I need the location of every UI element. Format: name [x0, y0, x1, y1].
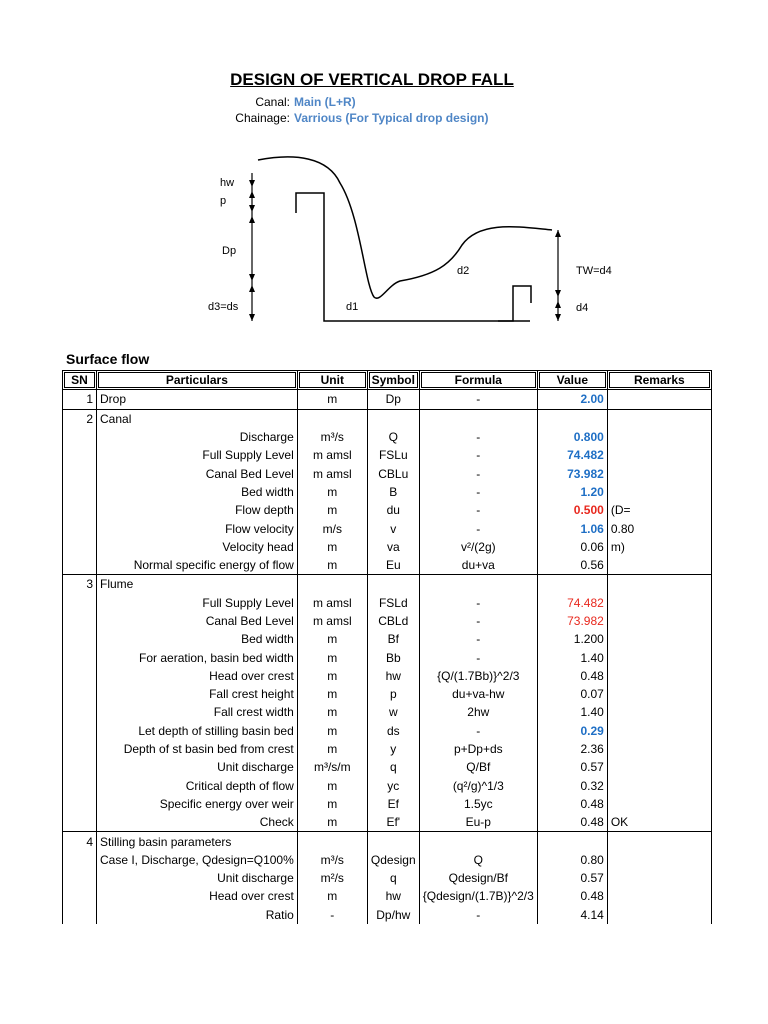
cell-part: Drop — [97, 390, 298, 409]
cell-val: 73.982 — [537, 464, 607, 482]
cell-part: Head over crest — [97, 667, 298, 685]
cell-rem: m) — [607, 538, 711, 556]
label-d3-ds: d3=ds — [208, 301, 239, 313]
cell-unit: m³/s/m — [297, 758, 367, 776]
cell-part: Canal Bed Level — [97, 612, 298, 630]
cell-sn — [63, 483, 97, 501]
cell-sym: Bf — [367, 630, 419, 648]
cell-unit: m²/s — [297, 869, 367, 887]
cell-val: 4.14 — [537, 906, 607, 924]
cell-rem — [607, 446, 711, 464]
table-row — [63, 538, 712, 556]
cell-val: 0.32 — [537, 777, 607, 795]
table-row — [63, 758, 712, 776]
cell-part: Canal Bed Level — [97, 464, 298, 482]
arrow-icon — [555, 314, 561, 321]
table-row — [63, 464, 712, 482]
cell-rem — [607, 630, 711, 648]
surface-flow-table — [62, 370, 712, 924]
cell-sym: va — [367, 538, 419, 556]
drop-fall-diagram — [200, 145, 612, 330]
cell-sym — [367, 409, 419, 428]
cell-part: Bed width — [97, 483, 298, 501]
table-body — [63, 390, 712, 924]
cell-part: Unit discharge — [97, 758, 298, 776]
cell-rem — [607, 758, 711, 776]
cell-unit: m amsl — [297, 594, 367, 612]
cell-form: du+va-hw — [419, 685, 537, 703]
table-row — [63, 813, 712, 832]
cell-part: Discharge — [97, 428, 298, 446]
table-row — [63, 703, 712, 721]
cell-unit: m — [297, 722, 367, 740]
cell-sn — [63, 887, 97, 905]
cell-unit: m — [297, 538, 367, 556]
cell-sn — [63, 703, 97, 721]
label-d4: d4 — [576, 302, 589, 314]
cell-part: Stilling basin parameters — [97, 832, 298, 851]
cell-form: - — [419, 648, 537, 666]
cell-unit: m amsl — [297, 446, 367, 464]
cell-val: 74.482 — [537, 446, 607, 464]
canal-value: Main (L+R) — [294, 95, 356, 109]
cell-form: Eu-p — [419, 813, 537, 832]
cell-part: Full Supply Level — [97, 594, 298, 612]
cell-val: 74.482 — [537, 594, 607, 612]
cell-rem — [607, 887, 711, 905]
chainage-label: Chainage: — [235, 111, 290, 125]
cell-unit: m — [297, 703, 367, 721]
cell-rem — [607, 832, 711, 851]
cell-form: 1.5yc — [419, 795, 537, 813]
cell-sym: hw — [367, 667, 419, 685]
cell-sym — [367, 575, 419, 594]
table-row — [63, 722, 712, 740]
cell-rem — [607, 483, 711, 501]
cell-form: p+Dp+ds — [419, 740, 537, 758]
cell-sym: q — [367, 869, 419, 887]
cell-val: 0.57 — [537, 758, 607, 776]
table-row — [63, 483, 712, 501]
cell-sn: 2 — [63, 409, 97, 428]
cell-rem — [607, 409, 711, 428]
cell-sn — [63, 851, 97, 869]
cell-sym: hw — [367, 887, 419, 905]
cell-sym: Eu — [367, 556, 419, 575]
table-row — [63, 887, 712, 905]
cell-unit: m — [297, 777, 367, 795]
crest-and-basin-outline — [296, 193, 530, 321]
cell-sn — [63, 795, 97, 813]
cell-sym: Dp/hw — [367, 906, 419, 924]
cell-form — [419, 832, 537, 851]
cell-form: Q — [419, 851, 537, 869]
cell-sn — [63, 594, 97, 612]
cell-rem — [607, 906, 711, 924]
cell-part: Bed width — [97, 630, 298, 648]
table-row — [63, 795, 712, 813]
cell-sn — [63, 667, 97, 685]
cell-unit — [297, 575, 367, 594]
cell-form: - — [419, 446, 537, 464]
cell-val: 1.200 — [537, 630, 607, 648]
table-row — [63, 501, 712, 519]
cell-rem: (D= — [607, 501, 711, 519]
cell-val: 0.48 — [537, 887, 607, 905]
table-row — [63, 409, 712, 428]
cell-rem: 0.80 — [607, 519, 711, 537]
cell-rem — [607, 556, 711, 575]
cell-form: Qdesign/Bf — [419, 869, 537, 887]
cell-part: Velocity head — [97, 538, 298, 556]
chainage-line — [0, 111, 290, 127]
cell-form: - — [419, 519, 537, 537]
cell-rem — [607, 722, 711, 740]
label-p: p — [220, 195, 227, 207]
cell-form: (q²/g)^1/3 — [419, 777, 537, 795]
cell-unit: m — [297, 648, 367, 666]
cell-sn — [63, 519, 97, 537]
cell-val: 1.06 — [537, 519, 607, 537]
cell-rem — [607, 648, 711, 666]
cell-form: - — [419, 630, 537, 648]
cell-rem — [607, 575, 711, 594]
cell-val — [537, 409, 607, 428]
label-dp: Dp — [222, 245, 237, 257]
cell-val: 73.982 — [537, 612, 607, 630]
cell-sn: 1 — [63, 390, 97, 409]
cell-form: - — [419, 428, 537, 446]
cell-unit: m — [297, 483, 367, 501]
column-header-remarks: Remarks — [607, 371, 711, 390]
cell-sym: Qdesign — [367, 851, 419, 869]
arrow-icon — [249, 191, 255, 198]
cell-val: 2.36 — [537, 740, 607, 758]
column-header-symbol: Symbol — [367, 371, 419, 390]
cell-rem — [607, 703, 711, 721]
table-row — [63, 390, 712, 409]
cell-form: {Qdesign/(1.7B)}^2/3 — [419, 887, 537, 905]
cell-form: - — [419, 501, 537, 519]
cell-form: - — [419, 483, 537, 501]
cell-unit: m — [297, 685, 367, 703]
cell-part: Canal — [97, 409, 298, 428]
canal-line — [0, 95, 290, 111]
cell-sn — [63, 648, 97, 666]
label-tw: TW=d4 — [576, 265, 612, 277]
cell-sym: yc — [367, 777, 419, 795]
cell-unit: m — [297, 740, 367, 758]
cell-part: Fall crest height — [97, 685, 298, 703]
section-title: Surface flow — [66, 351, 150, 367]
cell-sym: ds — [367, 722, 419, 740]
cell-part: Critical depth of flow — [97, 777, 298, 795]
cell-part: Head over crest — [97, 887, 298, 905]
cell-unit: m amsl — [297, 464, 367, 482]
cell-form: v²/(2g) — [419, 538, 537, 556]
cell-val: 0.29 — [537, 722, 607, 740]
cell-sym: v — [367, 519, 419, 537]
cell-sn — [63, 777, 97, 795]
cell-unit: m — [297, 887, 367, 905]
arrow-icon — [249, 274, 255, 281]
arrow-icon — [249, 216, 255, 223]
cell-unit: m — [297, 813, 367, 832]
cell-rem — [607, 464, 711, 482]
cell-sym: FSLd — [367, 594, 419, 612]
cell-val — [537, 575, 607, 594]
cell-sn — [63, 722, 97, 740]
cell-unit: m³/s — [297, 851, 367, 869]
cell-form: {Q/(1.7Bb)}^2/3 — [419, 667, 537, 685]
cell-rem: OK — [607, 813, 711, 832]
cell-rem — [607, 612, 711, 630]
cell-form: - — [419, 906, 537, 924]
arrow-icon — [249, 205, 255, 212]
cell-sn — [63, 906, 97, 924]
cell-unit: m³/s — [297, 428, 367, 446]
cell-sn — [63, 501, 97, 519]
label-d1: d1 — [346, 301, 359, 313]
cell-sym: CBLu — [367, 464, 419, 482]
table-row — [63, 556, 712, 575]
column-header-value: Value — [537, 371, 607, 390]
cell-rem — [607, 777, 711, 795]
table-row — [63, 906, 712, 924]
cell-sym: y — [367, 740, 419, 758]
cell-part: For aeration, basin bed width — [97, 648, 298, 666]
water-surface-curve — [258, 157, 552, 298]
cell-form: - — [419, 390, 537, 409]
cell-rem — [607, 795, 711, 813]
arrow-icon — [555, 290, 561, 297]
cell-part: Flow velocity — [97, 519, 298, 537]
cell-sn — [63, 740, 97, 758]
cell-val: 1.40 — [537, 648, 607, 666]
cell-unit: - — [297, 906, 367, 924]
cell-sym: CBLd — [367, 612, 419, 630]
cell-unit: m — [297, 630, 367, 648]
cell-rem — [607, 869, 711, 887]
cell-val: 0.48 — [537, 795, 607, 813]
table-row — [63, 648, 712, 666]
cell-part: Flow depth — [97, 501, 298, 519]
table-row — [63, 667, 712, 685]
cell-part: Fall crest width — [97, 703, 298, 721]
arrow-icon — [555, 301, 561, 308]
cell-val: 0.06 — [537, 538, 607, 556]
table-row — [63, 869, 712, 887]
cell-sym: Ef' — [367, 813, 419, 832]
cell-unit: m amsl — [297, 612, 367, 630]
cell-sn — [63, 630, 97, 648]
cell-part: Unit discharge — [97, 869, 298, 887]
cell-form — [419, 409, 537, 428]
table-row — [63, 594, 712, 612]
table-header-row — [63, 371, 712, 390]
cell-val: 0.07 — [537, 685, 607, 703]
table-row — [63, 740, 712, 758]
cell-form: du+va — [419, 556, 537, 575]
cell-form: - — [419, 594, 537, 612]
cell-sn: 4 — [63, 832, 97, 851]
cell-sym: Bb — [367, 648, 419, 666]
cell-part: Specific energy over weir — [97, 795, 298, 813]
cell-val — [537, 832, 607, 851]
cell-rem — [607, 594, 711, 612]
cell-unit: m — [297, 390, 367, 409]
cell-part: Normal specific energy of flow — [97, 556, 298, 575]
cell-rem — [607, 428, 711, 446]
table-row — [63, 630, 712, 648]
cell-form: 2hw — [419, 703, 537, 721]
cell-part: Case I, Discharge, Qdesign=Q100% — [97, 851, 298, 869]
cell-rem — [607, 740, 711, 758]
cell-sn — [63, 446, 97, 464]
label-hw: hw — [220, 177, 235, 189]
column-header-unit: Unit — [297, 371, 367, 390]
cell-val: 0.800 — [537, 428, 607, 446]
cell-sym: p — [367, 685, 419, 703]
cell-form: Q/Bf — [419, 758, 537, 776]
cell-unit: m/s — [297, 519, 367, 537]
cell-sn: 3 — [63, 575, 97, 594]
cell-val: 0.80 — [537, 851, 607, 869]
cell-sn — [63, 685, 97, 703]
cell-sym: w — [367, 703, 419, 721]
arrow-icon — [249, 314, 255, 321]
column-header-formula: Formula — [419, 371, 537, 390]
cell-sym: B — [367, 483, 419, 501]
table-row — [63, 446, 712, 464]
cell-part: Depth of st basin bed from crest — [97, 740, 298, 758]
table-row — [63, 612, 712, 630]
arrow-icon — [555, 230, 561, 237]
cell-val: 0.48 — [537, 667, 607, 685]
cell-sn — [63, 556, 97, 575]
table-row — [63, 685, 712, 703]
cell-val: 1.20 — [537, 483, 607, 501]
cell-part: Flume — [97, 575, 298, 594]
cell-part: Ratio — [97, 906, 298, 924]
cell-sn — [63, 758, 97, 776]
table-row — [63, 575, 712, 594]
cell-unit — [297, 409, 367, 428]
cell-unit: m — [297, 795, 367, 813]
cell-form — [419, 575, 537, 594]
end-sill-outline — [498, 286, 531, 321]
column-header-sn: SN — [63, 371, 97, 390]
arrow-icon — [249, 285, 255, 292]
label-d2: d2 — [457, 265, 470, 277]
cell-sym: Ef — [367, 795, 419, 813]
cell-rem — [607, 851, 711, 869]
table-row — [63, 777, 712, 795]
cell-rem — [607, 685, 711, 703]
cell-unit — [297, 832, 367, 851]
cell-sym: Q — [367, 428, 419, 446]
cell-form: - — [419, 612, 537, 630]
cell-val: 2.00 — [537, 390, 607, 409]
cell-part: Let depth of stilling basin bed — [97, 722, 298, 740]
cell-rem — [607, 390, 711, 409]
cell-form: - — [419, 722, 537, 740]
cell-unit: m — [297, 667, 367, 685]
cell-val: 1.40 — [537, 703, 607, 721]
column-header-particulars: Particulars — [97, 371, 298, 390]
arrow-icon — [249, 180, 255, 187]
cell-sym: q — [367, 758, 419, 776]
cell-sym: du — [367, 501, 419, 519]
table-row — [63, 832, 712, 851]
cell-unit: m — [297, 556, 367, 575]
cell-sym: FSLu — [367, 446, 419, 464]
cell-sn — [63, 813, 97, 832]
cell-part: Check — [97, 813, 298, 832]
cell-sn — [63, 428, 97, 446]
table-row — [63, 519, 712, 537]
cell-sn — [63, 612, 97, 630]
cell-sym: Dp — [367, 390, 419, 409]
cell-sym — [367, 832, 419, 851]
cell-val: 0.500 — [537, 501, 607, 519]
cell-sn — [63, 464, 97, 482]
canal-label: Canal: — [255, 95, 290, 109]
chainage-value: Varrious (For Typical drop design) — [294, 111, 489, 125]
cell-val: 0.57 — [537, 869, 607, 887]
cell-val: 0.56 — [537, 556, 607, 575]
cell-part: Full Supply Level — [97, 446, 298, 464]
page-title: DESIGN OF VERTICAL DROP FALL — [230, 70, 514, 89]
cell-form: - — [419, 464, 537, 482]
table-row — [63, 428, 712, 446]
table-row — [63, 851, 712, 869]
drop-fall-sketch — [200, 145, 600, 330]
cell-sn — [63, 538, 97, 556]
cell-val: 0.48 — [537, 813, 607, 832]
cell-sn — [63, 869, 97, 887]
cell-unit: m — [297, 501, 367, 519]
cell-rem — [607, 667, 711, 685]
